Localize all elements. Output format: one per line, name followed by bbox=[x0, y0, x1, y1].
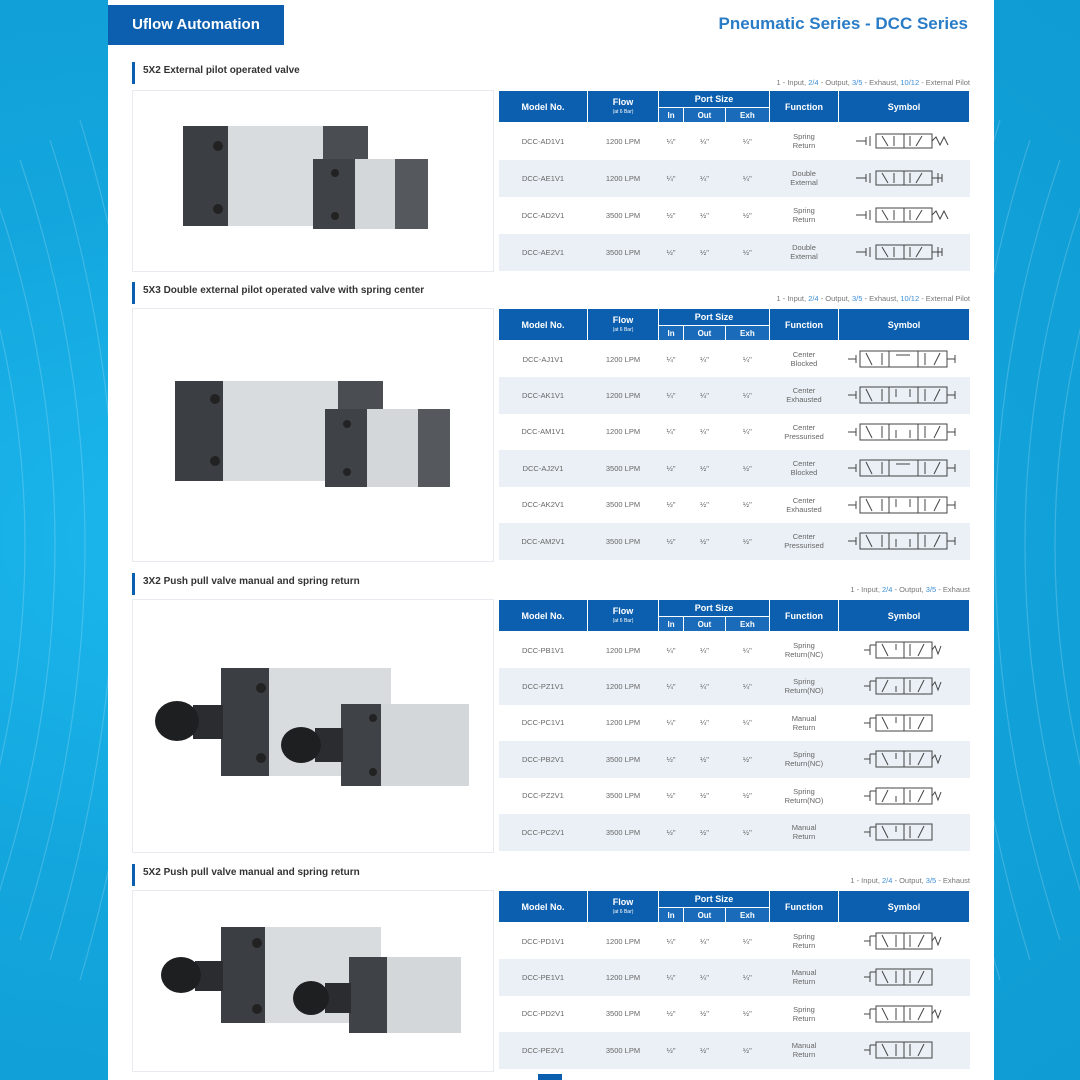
section-5x2-push-pull bbox=[132, 864, 970, 1074]
table-row bbox=[499, 923, 970, 960]
in-cell: ¼" bbox=[666, 427, 676, 437]
in-cell: ½" bbox=[666, 1009, 676, 1019]
out-cell: ½" bbox=[700, 210, 709, 220]
model-cell: DCC-PC1V1 bbox=[521, 718, 565, 728]
section-title: 5X3 Double external pilot operated valve with spring center bbox=[132, 282, 424, 304]
exh-cell: ¼" bbox=[725, 959, 769, 996]
valve-symbol-icon bbox=[839, 197, 970, 234]
function-cell: Center Blocked bbox=[770, 450, 839, 487]
col-flow: Flow (at 6 Bar) bbox=[588, 309, 659, 341]
out-cell: ¼" bbox=[684, 959, 726, 996]
in-cell: ½" bbox=[659, 234, 684, 271]
col-symbol: Symbol bbox=[839, 600, 970, 632]
exh-cell: ¼" bbox=[742, 936, 752, 946]
exh-cell: ¼" bbox=[742, 718, 752, 728]
exh-cell: ¼" bbox=[742, 136, 752, 146]
table-row bbox=[499, 487, 970, 524]
valve-symbol-icon bbox=[839, 123, 970, 160]
model-cell: DCC-PE1V1 bbox=[499, 959, 588, 996]
col-exh: Exh bbox=[725, 908, 769, 923]
exh-cell: ½" bbox=[725, 234, 769, 271]
exh-cell: ½" bbox=[725, 1032, 769, 1069]
valve-symbol-icon bbox=[839, 996, 970, 1033]
in-cell: ½" bbox=[659, 814, 684, 851]
series-title: Pneumatic Series - DCC Series bbox=[718, 14, 968, 33]
pilot-valve-pair-image bbox=[133, 91, 493, 271]
table-row bbox=[499, 450, 970, 487]
out-cell: ½" bbox=[684, 523, 726, 560]
model-cell: DCC-PC2V1 bbox=[499, 814, 588, 851]
table-row bbox=[499, 1032, 970, 1069]
model-cell: DCC-AM2V1 bbox=[499, 523, 588, 560]
exh-cell: ½" bbox=[725, 523, 769, 560]
exh-cell: ½" bbox=[742, 210, 752, 220]
col-flow: Flow (at 6 Bar) bbox=[588, 600, 659, 632]
model-cell: DCC-PB1V1 bbox=[521, 645, 565, 655]
section-title: 5X2 Push pull valve manual and spring return bbox=[132, 864, 360, 886]
flow-cell: 1200 LPM bbox=[605, 354, 641, 364]
table-row bbox=[499, 123, 970, 160]
col-in: In bbox=[659, 617, 684, 632]
in-cell: ¼" bbox=[659, 668, 684, 705]
col-out: Out bbox=[684, 108, 726, 123]
section-title: 5X2 External pilot operated valve bbox=[132, 62, 300, 84]
exh-cell: ½" bbox=[725, 450, 769, 487]
valve-symbol-icon bbox=[839, 705, 970, 742]
function-cell: Manual Return bbox=[791, 713, 817, 732]
valve-symbol-icon bbox=[839, 814, 970, 851]
out-cell: ¼" bbox=[700, 936, 709, 946]
col-flow: Flow (at 6 Bar) bbox=[588, 91, 659, 123]
flow-cell: 3500 LPM bbox=[588, 741, 659, 778]
table-row bbox=[499, 996, 970, 1033]
model-cell: DCC-AE1V1 bbox=[499, 160, 588, 197]
model-cell: DCC-PB2V1 bbox=[499, 741, 588, 778]
col-exh: Exh bbox=[725, 617, 769, 632]
valve-symbol-icon bbox=[839, 414, 970, 451]
valve-symbol-icon bbox=[839, 1032, 970, 1069]
flow-cell: 1200 LPM bbox=[588, 668, 659, 705]
function-cell: Manual Return bbox=[770, 814, 839, 851]
flow-cell: 3500 LPM bbox=[588, 234, 659, 271]
model-cell: DCC-AM1V1 bbox=[521, 427, 565, 437]
page-tab-marker bbox=[538, 1074, 562, 1080]
in-cell: ¼" bbox=[666, 354, 676, 364]
product-photo bbox=[132, 90, 494, 272]
product-photo bbox=[132, 308, 494, 562]
out-cell: ½" bbox=[700, 1009, 709, 1019]
col-symbol: Symbol bbox=[839, 309, 970, 341]
in-cell: ¼" bbox=[666, 718, 676, 728]
in-cell: ¼" bbox=[666, 645, 676, 655]
col-out: Out bbox=[684, 326, 726, 341]
function-cell: Spring Return bbox=[792, 132, 816, 151]
model-cell: DCC-PZ2V1 bbox=[522, 791, 564, 801]
in-cell: ¼" bbox=[659, 377, 684, 414]
exh-cell: ½" bbox=[742, 1009, 752, 1019]
table-row bbox=[499, 377, 970, 414]
function-cell: Spring Return bbox=[792, 932, 816, 950]
flow-cell: 3500 LPM bbox=[588, 523, 659, 560]
in-cell: ½" bbox=[659, 450, 684, 487]
valve-symbol-icon bbox=[839, 450, 970, 487]
flow-cell: 1200 LPM bbox=[588, 377, 659, 414]
col-port-size: Port Size bbox=[659, 309, 770, 326]
col-port-size: Port Size bbox=[659, 600, 770, 617]
model-cell: DCC-AE2V1 bbox=[499, 234, 588, 271]
valve-symbol-icon bbox=[839, 668, 970, 705]
model-cell: DCC-PD2V1 bbox=[521, 1009, 565, 1019]
col-exh: Exh bbox=[725, 108, 769, 123]
in-cell: ¼" bbox=[659, 160, 684, 197]
table-row bbox=[499, 668, 970, 705]
flow-cell: 1200 LPM bbox=[605, 718, 641, 728]
model-cell: DCC-AJ2V1 bbox=[499, 450, 588, 487]
flow-cell: 3500 LPM bbox=[605, 1009, 641, 1019]
in-cell: ½" bbox=[666, 500, 676, 510]
valve-symbol-icon bbox=[839, 341, 970, 378]
col-function: Function bbox=[770, 600, 839, 632]
in-cell: ¼" bbox=[659, 959, 684, 996]
out-cell: ½" bbox=[684, 234, 726, 271]
exh-cell: ½" bbox=[725, 814, 769, 851]
model-cell: DCC-PE2V1 bbox=[499, 1032, 588, 1069]
out-cell: ¼" bbox=[700, 645, 709, 655]
model-cell: DCC-PD1V1 bbox=[521, 936, 565, 946]
col-function: Function bbox=[770, 309, 839, 341]
flow-cell: 1200 LPM bbox=[588, 160, 659, 197]
in-cell: ½" bbox=[666, 210, 676, 220]
push-pull-valve-pair-image bbox=[133, 600, 493, 852]
function-cell: Spring Return(NC) bbox=[784, 641, 824, 659]
out-cell: ½" bbox=[700, 791, 709, 801]
table-row bbox=[499, 778, 970, 815]
product-photo bbox=[132, 890, 494, 1072]
table-row bbox=[499, 523, 970, 560]
col-out: Out bbox=[684, 908, 726, 923]
col-function: Function bbox=[770, 91, 839, 123]
exh-cell: ¼" bbox=[725, 668, 769, 705]
port-legend: 1 - Input, 2/4 - Output, 3/5 - Exhaust bbox=[850, 585, 970, 594]
section-5x2-external-pilot bbox=[132, 62, 970, 272]
spring-center-valve-pair-image bbox=[133, 309, 493, 561]
valve-symbol-icon bbox=[839, 923, 970, 960]
exh-cell: ½" bbox=[742, 791, 752, 801]
in-cell: ¼" bbox=[666, 136, 676, 146]
function-cell: Double External bbox=[770, 234, 839, 271]
out-cell: ¼" bbox=[684, 668, 726, 705]
col-port-size: Port Size bbox=[659, 891, 770, 908]
function-cell: Center Exhausted bbox=[770, 377, 839, 414]
out-cell: ½" bbox=[684, 741, 726, 778]
in-cell: ½" bbox=[666, 791, 676, 801]
valve-symbol-icon bbox=[839, 959, 970, 996]
flow-cell: 3500 LPM bbox=[588, 814, 659, 851]
port-legend: 1 - Input, 2/4 - Output, 3/5 - Exhaust, 10/12 - External Pilot bbox=[776, 294, 970, 303]
model-cell: DCC-AD2V1 bbox=[521, 210, 565, 220]
model-cell: DCC-AK1V1 bbox=[499, 377, 588, 414]
flow-cell: 1200 LPM bbox=[588, 959, 659, 996]
function-cell: Spring Return bbox=[792, 1004, 816, 1023]
valve-symbol-icon bbox=[839, 487, 970, 524]
in-cell: ½" bbox=[659, 741, 684, 778]
exh-cell: ¼" bbox=[725, 160, 769, 197]
function-cell: Center Blocked bbox=[790, 350, 818, 368]
flow-cell: 1200 LPM bbox=[605, 645, 641, 655]
out-cell: ½" bbox=[700, 500, 709, 510]
function-cell: Double External bbox=[770, 160, 839, 197]
valve-spec-table bbox=[498, 90, 970, 271]
flow-cell: 1200 LPM bbox=[605, 427, 641, 437]
out-cell: ¼" bbox=[700, 718, 709, 728]
function-cell: Spring Return(NO) bbox=[784, 786, 824, 805]
section-5x3-double-pilot bbox=[132, 282, 970, 564]
section-title: 3X2 Push pull valve manual and spring return bbox=[132, 573, 360, 595]
table-row bbox=[499, 341, 970, 378]
col-function: Function bbox=[770, 891, 839, 923]
table-row bbox=[499, 234, 970, 271]
function-cell: Center Exhausted bbox=[786, 495, 822, 514]
col-symbol: Symbol bbox=[839, 891, 970, 923]
model-cell: DCC-AK2V1 bbox=[521, 500, 565, 510]
function-cell: Manual Return bbox=[770, 1032, 839, 1069]
col-exh: Exh bbox=[725, 326, 769, 341]
valve-symbol-icon bbox=[839, 523, 970, 560]
col-model: Model No. bbox=[499, 91, 588, 123]
out-cell: ¼" bbox=[700, 136, 709, 146]
valve-symbol-icon bbox=[839, 234, 970, 271]
out-cell: ¼" bbox=[700, 354, 709, 364]
out-cell: ½" bbox=[684, 450, 726, 487]
valve-spec-table bbox=[498, 308, 970, 560]
table-row bbox=[499, 414, 970, 451]
function-cell: Spring Return(NO) bbox=[770, 668, 839, 705]
function-cell: Spring Return(NC) bbox=[770, 741, 839, 778]
exh-cell: ¼" bbox=[742, 427, 752, 437]
col-model: Model No. bbox=[499, 891, 588, 923]
col-port-size: Port Size bbox=[659, 91, 770, 108]
function-cell: Center Pressurised bbox=[784, 422, 824, 441]
table-row bbox=[499, 741, 970, 778]
in-cell: ½" bbox=[659, 1032, 684, 1069]
table-row bbox=[499, 705, 970, 742]
out-cell: ¼" bbox=[684, 377, 726, 414]
out-cell: ½" bbox=[684, 1032, 726, 1069]
valve-symbol-icon bbox=[839, 778, 970, 815]
exh-cell: ¼" bbox=[742, 645, 752, 655]
model-cell: DCC-AJ1V1 bbox=[522, 354, 564, 364]
col-model: Model No. bbox=[499, 600, 588, 632]
col-out: Out bbox=[684, 617, 726, 632]
model-cell: DCC-AD1V1 bbox=[521, 136, 565, 146]
flow-cell: 3500 LPM bbox=[588, 450, 659, 487]
push-pull-5x2-valve-pair-image bbox=[133, 891, 493, 1071]
out-cell: ¼" bbox=[700, 427, 709, 437]
flow-cell: 3500 LPM bbox=[605, 210, 641, 220]
exh-cell: ½" bbox=[725, 741, 769, 778]
col-in: In bbox=[659, 908, 684, 923]
flow-cell: 1200 LPM bbox=[605, 136, 641, 146]
in-cell: ½" bbox=[659, 523, 684, 560]
port-legend: 1 - Input, 2/4 - Output, 3/5 - Exhaust, 10/12 - External Pilot bbox=[776, 78, 970, 87]
model-cell: DCC-PZ1V1 bbox=[499, 668, 588, 705]
valve-symbol-icon bbox=[839, 160, 970, 197]
port-legend: 1 - Input, 2/4 - Output, 3/5 - Exhaust bbox=[850, 876, 970, 885]
table-row bbox=[499, 814, 970, 851]
out-cell: ¼" bbox=[684, 160, 726, 197]
col-flow: Flow (at 6 Bar) bbox=[588, 891, 659, 923]
flow-cell: 1200 LPM bbox=[605, 936, 641, 946]
exh-cell: ¼" bbox=[725, 377, 769, 414]
product-photo bbox=[132, 599, 494, 853]
col-model: Model No. bbox=[499, 309, 588, 341]
table-row bbox=[499, 160, 970, 197]
flow-cell: 3500 LPM bbox=[605, 500, 641, 510]
exh-cell: ¼" bbox=[742, 354, 752, 364]
in-cell: ¼" bbox=[666, 936, 676, 946]
table-row bbox=[499, 197, 970, 234]
col-in: In bbox=[659, 108, 684, 123]
table-row bbox=[499, 959, 970, 996]
flow-cell: 3500 LPM bbox=[605, 791, 641, 801]
valve-symbol-icon bbox=[839, 632, 970, 669]
col-in: In bbox=[659, 326, 684, 341]
catalog-page bbox=[108, 0, 994, 1080]
function-cell: Manual Return bbox=[770, 959, 839, 996]
valve-symbol-icon bbox=[839, 741, 970, 778]
out-cell: ½" bbox=[684, 814, 726, 851]
brand-label: Uflow Automation bbox=[108, 5, 284, 45]
valve-spec-table bbox=[498, 890, 970, 1069]
flow-cell: 3500 LPM bbox=[588, 1032, 659, 1069]
exh-cell: ½" bbox=[742, 500, 752, 510]
section-3x2-push-pull bbox=[132, 573, 970, 855]
col-symbol: Symbol bbox=[839, 91, 970, 123]
valve-symbol-icon bbox=[839, 377, 970, 414]
valve-spec-table bbox=[498, 599, 970, 851]
function-cell: Center Pressurised bbox=[770, 523, 839, 560]
function-cell: Spring Return bbox=[792, 206, 816, 224]
table-row bbox=[499, 632, 970, 669]
